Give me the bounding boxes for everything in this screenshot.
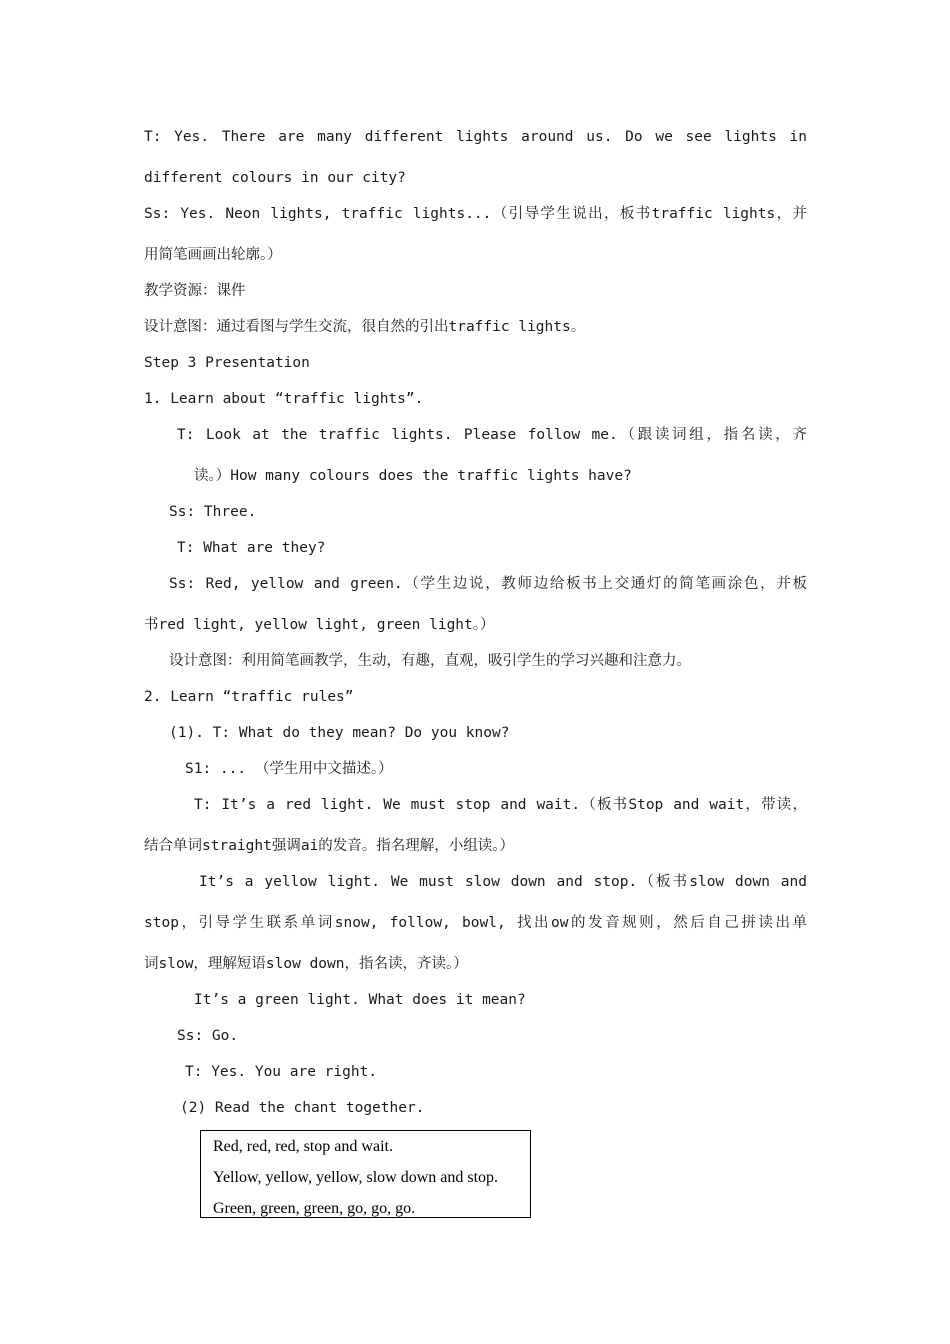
- paragraph-line: Ss: Red, yellow and green.（学生边说，教师边给板书上交通灯的简笔画涂色，并板: [169, 576, 807, 592]
- paragraph-line: different colours in our city?: [144, 170, 406, 186]
- dialogue-line: Ss: Three.: [169, 504, 257, 520]
- paragraph-line: (2) Read the chant together.: [180, 1100, 425, 1116]
- paragraph-line: 设计意图：通过看图与学生交流，很自然的引出traffic lights。: [144, 319, 586, 335]
- paragraph-line: Ss: Yes. Neon lights, traffic lights...（引导学生说出，板书traffic lights，并: [144, 206, 807, 222]
- chant-box: [200, 1130, 531, 1218]
- chant-line: Red, red, red, stop and wait.: [213, 1138, 393, 1155]
- dialogue-line: It’s a green light. What does it mean?: [194, 992, 526, 1008]
- section-heading: 2. Learn “traffic rules”: [144, 689, 354, 705]
- section-heading: 1. Learn about “traffic lights”.: [144, 391, 424, 407]
- dialogue-line: Ss: Go.: [177, 1028, 239, 1044]
- paragraph-line: 教学资源：课件: [144, 283, 246, 299]
- paragraph-line: 设计意图：利用简笔画教学，生动，有趣，直观，吸引学生的学习兴趣和注意力。: [169, 653, 691, 669]
- dialogue-line: T: Yes. You are right.: [185, 1064, 378, 1080]
- chant-line: Green, green, green, go, go, go.: [213, 1200, 416, 1217]
- paragraph-line: stop，引导学生联系单词snow, follow, bowl, 找出ow的发音规则，然后自己拼读出单: [144, 915, 807, 931]
- paragraph-line: 用简笔画画出轮廓。）: [144, 247, 282, 263]
- dialogue-line: S1: ... （学生用中文描述。）: [185, 761, 393, 777]
- paragraph-line: T: It’s a red light. We must stop and wait.（板书Stop and wait，带读，: [194, 797, 807, 813]
- chant-line: Yellow, yellow, yellow, slow down and stop.: [213, 1169, 499, 1186]
- paragraph-line: T: Look at the traffic lights. Please follow me.（跟读词组，指名读，齐: [177, 427, 807, 443]
- paragraph-line: T: Yes. There are many different lights around us. Do we see lights in: [144, 129, 807, 145]
- paragraph-line: It’s a yellow light. We must slow down and stop.（板书slow down and: [199, 874, 807, 890]
- paragraph-line: 结合单词straight强调ai的发音。指名理解，小组读。）: [144, 838, 515, 854]
- paragraph-line: 词slow，理解短语slow down，指名读，齐读。）: [144, 956, 468, 972]
- step-heading: Step 3 Presentation: [144, 355, 310, 371]
- dialogue-line: (1). T: What do they mean? Do you know?: [169, 725, 510, 741]
- paragraph-line: 读。）How many colours does the traffic lights have?: [194, 468, 632, 484]
- dialogue-line: T: What are they?: [177, 540, 326, 556]
- paragraph-line: 书red light, yellow light, green light。）: [144, 617, 495, 633]
